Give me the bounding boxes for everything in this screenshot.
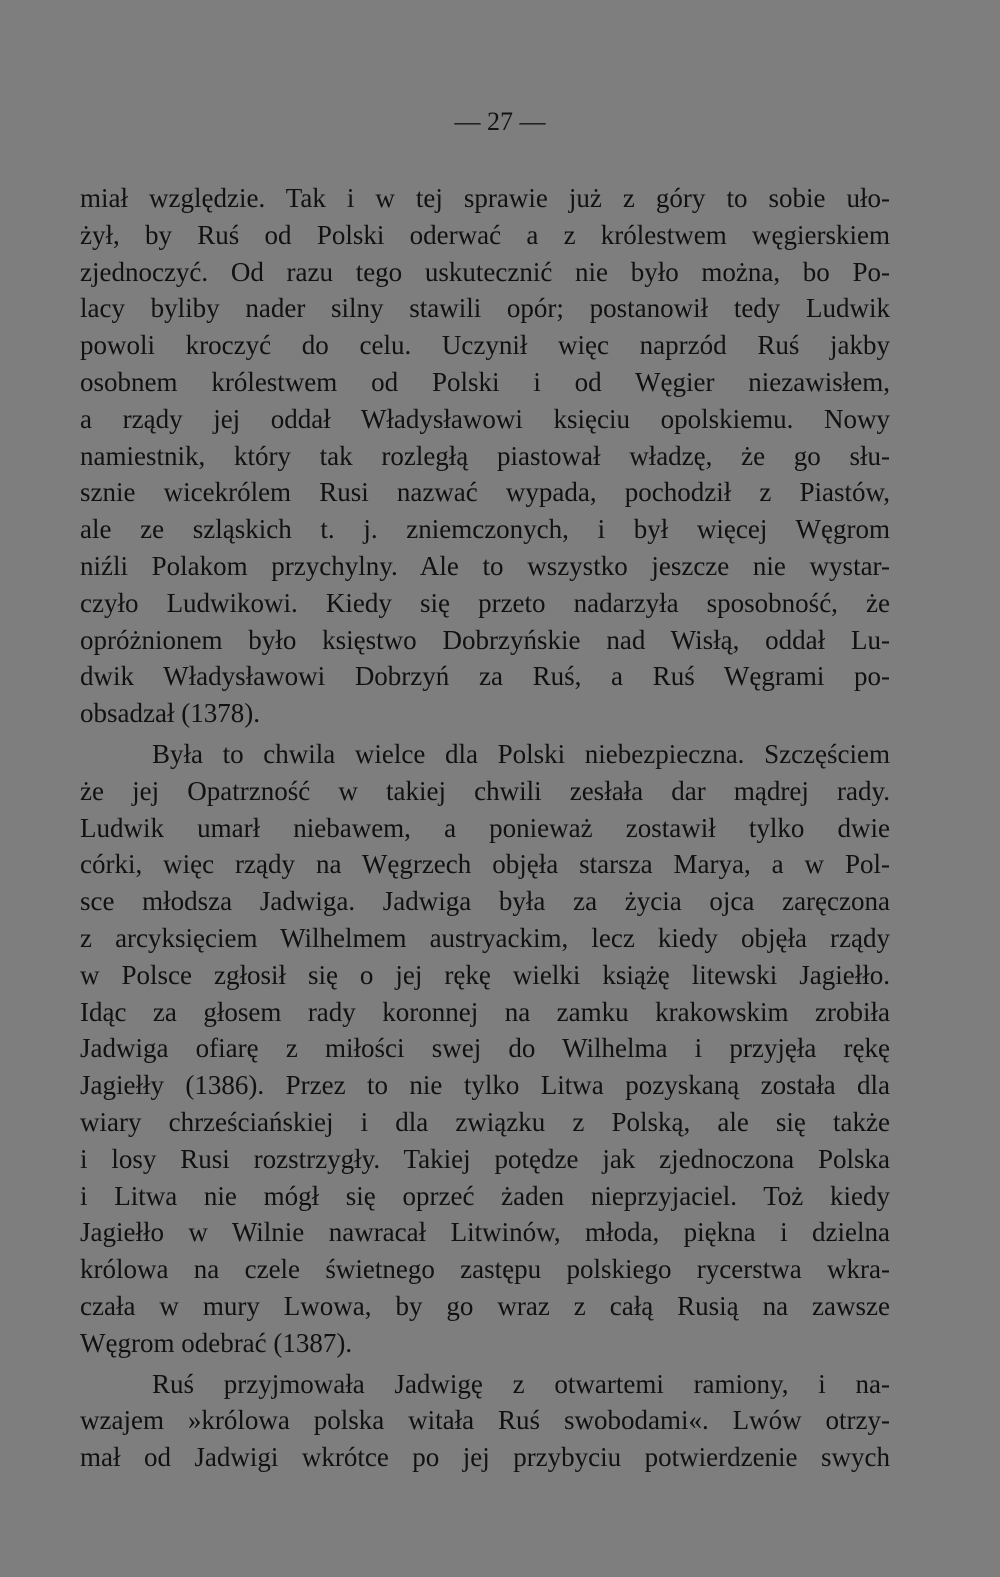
text-line: Węgrom odebrać (1387). — [80, 1327, 353, 1358]
text-line: Jadwiga ofiarę z miłości swej do Wilhelma i przyjęła rękę — [80, 1033, 890, 1064]
text-line: namiestnik, który tak rozległą piastował władzę, że go słu- — [80, 440, 890, 471]
text-line: osobnem królestwem od Polski i od Węgier niezawisłem, — [80, 366, 890, 397]
text-line: lacy byliby nader silny stawili opór; postanowił tedy Ludwik — [80, 293, 890, 324]
text-line: królowa na czele świetnego zastępu polskiego rycerstwa wkra- — [80, 1254, 890, 1285]
text-line: powoli kroczyć do celu. Uczynił więc naprzód Ruś jakby — [80, 330, 890, 361]
text-line: niźli Polakom przychylny. Ale to wszystko jeszcze nie wystar- — [80, 550, 890, 581]
text-line: a rządy jej oddał Władysławowi księciu opolskiemu. Nowy — [80, 403, 890, 434]
text-line: Idąc za głosem rady koronnej na zamku krakowskim zrobiła — [80, 996, 890, 1027]
paragraph-3 — [80, 1366, 890, 1476]
text-line: że jej Opatrzność w takiej chwili zesłała dar mądrej rady. — [80, 775, 890, 806]
text-line: Jagiełło w Wilnie nawracał Litwinów, młoda, piękna i dzielna — [80, 1217, 890, 1248]
text-line: miał względzie. Tak i w tej sprawie już z góry to sobie uło- — [80, 183, 890, 213]
text-line: dwik Władysławowi Dobrzyń za Ruś, a Ruś Węgrami po- — [80, 661, 890, 692]
text-line: opróżnionem było księstwo Dobrzyńskie nad Wisłą, oddał Lu- — [80, 624, 890, 655]
text-line: obsadzał (1378). — [80, 698, 260, 729]
text-line: zjednoczyć. Od razu tego uskutecznić nie było można, bo Po- — [80, 256, 890, 287]
text-line: Ludwik umarł niebawem, a ponieważ zostawił tylko dwie — [80, 812, 890, 843]
text-line: mał od Jadwigi wkrótce po jej przybyciu potwierdzenie swych — [80, 1442, 890, 1473]
text-line: sznie wicekrólem Rusi nazwać wypada, pochodził z Piastów, — [80, 477, 890, 508]
paragraph-1 — [80, 180, 890, 732]
text-line: żył, by Ruś od Polski oderwać a z królestwem węgierskiem — [80, 219, 890, 250]
text-line: czała w mury Lwowa, by go wraz z całą Rusią na zawsze — [80, 1290, 890, 1321]
text-line: i Litwa nie mógł się oprzeć żaden nieprzyjaciel. Toż kiedy — [80, 1180, 890, 1211]
text-line: córki, więc rządy na Węgrzech objęła starsza Marya, a w Pol- — [80, 849, 890, 880]
text-line: Ruś przyjmowała Jadwigę z otwartemi ramiony, i na- — [152, 1368, 890, 1399]
text-line: w Polsce zgłosił się o jej rękę wielki książę litewski Jagiełło. — [80, 959, 890, 990]
text-line: czyło Ludwikowi. Kiedy się przeto nadarzyła sposobność, że — [80, 587, 890, 618]
text-line: z arcyksięciem Wilhelmem austryackim, lecz kiedy objęła rządy — [80, 922, 890, 953]
text-line: i losy Rusi rozstrzygły. Takiej potędze jak zjednoczona Polska — [80, 1143, 890, 1174]
text-line: wzajem »królowa polska witała Ruś swobodami«. Lwów otrzy- — [80, 1405, 890, 1436]
paragraph-2 — [80, 736, 890, 1362]
text-line: Jagiełły (1386). Przez to nie tylko Litwa pozyskaną została dla — [80, 1070, 890, 1101]
page-number: — 27 — — [454, 107, 546, 136]
text-line: Była to chwila wielce dla Polski niebezpieczna. Szczęściem — [152, 738, 890, 769]
body-text — [80, 180, 890, 1476]
text-line: wiary chrześciańskiej i dla związku z Polską, ale się także — [80, 1106, 890, 1137]
text-line: sce młodsza Jadwiga. Jadwiga była za życia ojca zaręczona — [80, 886, 890, 917]
text-line: ale ze szląskich t. j. zniemczonych, i był więcej Węgrom — [80, 514, 890, 545]
